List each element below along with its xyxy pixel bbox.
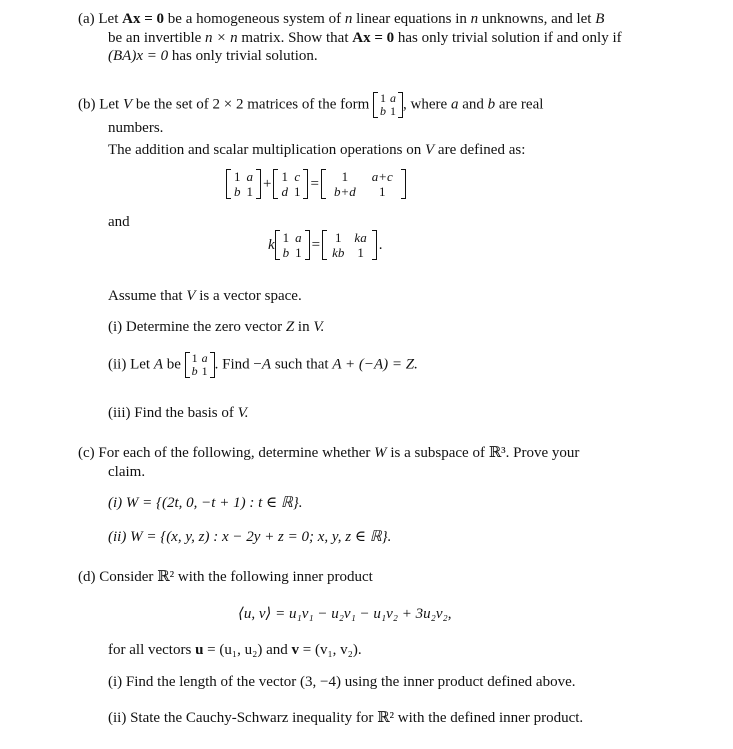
cell: 1 bbox=[293, 184, 301, 199]
text: be the set of 2 × 2 matrices of the form bbox=[132, 96, 370, 113]
text: be an invertible bbox=[108, 30, 206, 46]
cell: a bbox=[295, 230, 302, 245]
cell: 1 bbox=[282, 230, 290, 245]
text: (iii) Find the basis of bbox=[108, 405, 238, 421]
equals: = bbox=[311, 237, 321, 253]
text: is a vector space. bbox=[195, 288, 302, 304]
text: such that bbox=[271, 356, 333, 373]
cell: 1 bbox=[295, 245, 302, 260]
cell: 1 bbox=[378, 184, 386, 199]
text: = (u₁, u₂) and bbox=[203, 642, 292, 658]
matrix-form bbox=[373, 92, 403, 118]
part-d-i: (i) Find the length of the vector (3, −4) using the inner product defined above. bbox=[108, 674, 576, 690]
math-Z: Z bbox=[285, 319, 295, 335]
cell: 1 bbox=[341, 169, 349, 184]
math-V: V. bbox=[313, 319, 325, 335]
text: for all vectors bbox=[108, 642, 196, 658]
text: (ii) Let bbox=[108, 356, 154, 373]
part-a-line-3 bbox=[108, 47, 318, 65]
part-b-iii bbox=[108, 404, 249, 422]
cell: a bbox=[246, 169, 253, 184]
cell: 1 bbox=[191, 351, 198, 365]
part-d-line-1 bbox=[78, 568, 373, 586]
text: be bbox=[163, 356, 181, 373]
math-BAx0: (BA)x = 0 bbox=[108, 48, 169, 64]
math-A: A bbox=[153, 356, 163, 373]
math-B: B bbox=[595, 11, 605, 27]
text: be a homogeneous system of bbox=[164, 11, 345, 27]
cell: 1 bbox=[357, 245, 364, 260]
part-b-ii bbox=[108, 352, 418, 378]
cell: b+d bbox=[333, 184, 356, 199]
part-c-i: (i) W = {(2t, 0, −t + 1) : t ∈ ℝ}. bbox=[108, 495, 303, 511]
part-b-i bbox=[108, 318, 324, 336]
cell: 1 bbox=[335, 230, 342, 245]
cell: b bbox=[234, 184, 241, 199]
text: are real bbox=[495, 96, 544, 113]
part-b-line-2: numbers. bbox=[108, 120, 164, 136]
part-b-line-3 bbox=[108, 141, 525, 159]
cell: c bbox=[294, 169, 301, 184]
and-text: and bbox=[108, 214, 130, 230]
math-n: n bbox=[344, 11, 353, 27]
part-a-line-2 bbox=[108, 29, 622, 47]
plus: + bbox=[263, 176, 272, 192]
matrix-3 bbox=[275, 230, 310, 260]
text: (a) Let bbox=[78, 11, 123, 27]
cell: kb bbox=[332, 245, 345, 260]
cell: 1 bbox=[246, 184, 253, 199]
text: unknowns, and let bbox=[478, 11, 596, 27]
text: has only trivial solution if and only if bbox=[394, 30, 622, 46]
cell: 1 bbox=[201, 364, 208, 378]
matrix-A bbox=[185, 352, 215, 378]
math-n: n bbox=[470, 11, 479, 27]
math-R2: ℝ² bbox=[157, 569, 175, 585]
math-u: u bbox=[195, 642, 204, 658]
matrix-2 bbox=[273, 169, 308, 199]
math-V: V bbox=[186, 288, 196, 304]
cell: b bbox=[380, 104, 387, 118]
text: . Find − bbox=[214, 356, 262, 373]
text: = (v₁, v₂). bbox=[298, 642, 362, 658]
text: is a subspace of bbox=[386, 445, 489, 461]
matrix-scaled bbox=[322, 230, 377, 260]
cell: 1 bbox=[281, 169, 288, 184]
text: in bbox=[294, 319, 314, 335]
math-AminusA: A + (−A) = Z. bbox=[332, 356, 418, 373]
math-Ax0: Ax = 0 bbox=[352, 30, 395, 46]
matrix-1 bbox=[226, 169, 261, 199]
text: are defined as: bbox=[434, 142, 526, 158]
text: (d) Consider bbox=[78, 569, 158, 585]
math-a: a bbox=[450, 96, 459, 113]
addition-equation bbox=[226, 169, 406, 199]
cell: 1 bbox=[234, 169, 241, 184]
math-A: A bbox=[261, 356, 272, 373]
text: with the following inner product bbox=[174, 569, 373, 585]
math-nxn: n × n bbox=[205, 30, 238, 46]
cell: a bbox=[201, 351, 208, 365]
math-b: b bbox=[487, 96, 496, 113]
text: linear equations in bbox=[352, 11, 471, 27]
text: (c) For each of the following, determine whether bbox=[78, 445, 375, 461]
part-c-line-1 bbox=[78, 444, 579, 462]
text: , where bbox=[403, 96, 451, 113]
text: and bbox=[458, 96, 488, 113]
text: (i) Determine the zero vector bbox=[108, 319, 286, 335]
cell: ka bbox=[354, 230, 367, 245]
part-a-line-1 bbox=[78, 10, 604, 28]
cell: 1 bbox=[390, 104, 397, 118]
text: matrix. Show that bbox=[237, 30, 353, 46]
cell: 1 bbox=[380, 91, 387, 105]
inner-product-equation: ⟨u, v⟩ = u₁v₁ − u₂v₁ − u₁v₂ + 3u₂v₂, bbox=[238, 606, 452, 622]
math-V: V. bbox=[237, 405, 249, 421]
assume-line bbox=[108, 287, 302, 305]
part-d-line-2 bbox=[108, 641, 362, 659]
text: . Prove your bbox=[505, 445, 580, 461]
math-Ax0: Ax = 0 bbox=[122, 11, 165, 27]
math-V: V bbox=[122, 96, 133, 113]
text: has only trivial solution. bbox=[168, 48, 318, 64]
math-v: v bbox=[291, 642, 299, 658]
part-b-line-1 bbox=[78, 92, 543, 118]
cell: b bbox=[191, 364, 198, 378]
cell: b bbox=[282, 245, 290, 260]
part-c-ii: (ii) W = {(x, y, z) : x − 2y + z = 0; x, y, z ∈ ℝ}. bbox=[108, 529, 392, 545]
part-c-line-2: claim. bbox=[108, 464, 146, 480]
cell: a bbox=[390, 91, 397, 105]
part-d-ii: (ii) State the Cauchy-Schwarz inequality for ℝ² with the defined inner product. bbox=[108, 710, 584, 726]
math-R3: ℝ³ bbox=[488, 445, 506, 461]
text: (b) Let bbox=[78, 96, 123, 113]
text: Assume that bbox=[108, 288, 187, 304]
text: The addition and scalar multiplication operations on bbox=[108, 142, 425, 158]
scalar-k: k bbox=[268, 237, 275, 253]
math-W: W bbox=[374, 445, 387, 461]
cell: a+c bbox=[371, 169, 393, 184]
math-V: V bbox=[425, 142, 435, 158]
period: . bbox=[378, 237, 383, 253]
matrix-sum bbox=[321, 169, 406, 199]
equals: = bbox=[310, 176, 319, 192]
scalar-equation bbox=[266, 230, 384, 260]
cell: d bbox=[281, 184, 288, 199]
